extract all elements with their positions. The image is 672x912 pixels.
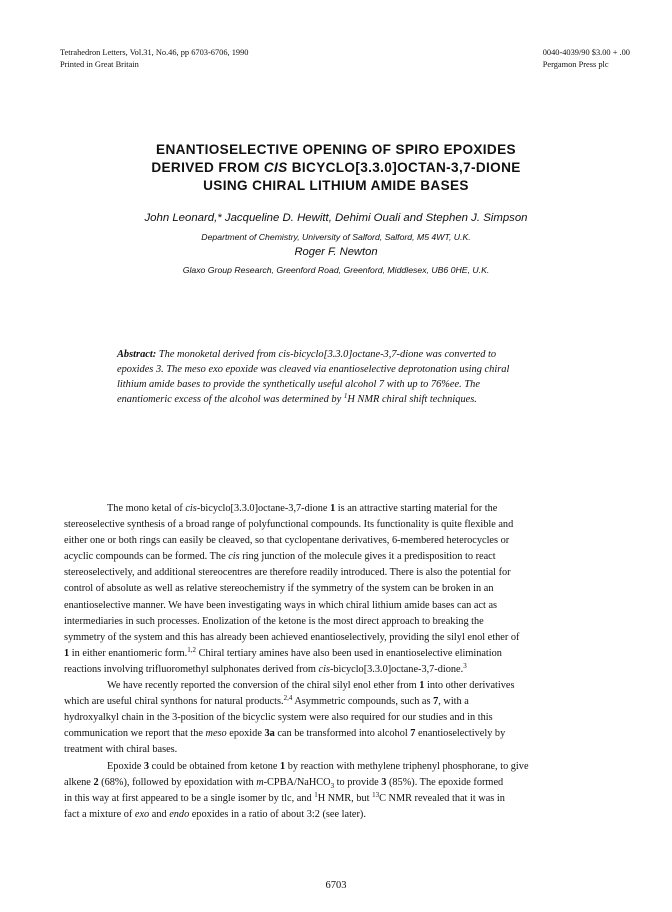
price-code: 0040-4039/90 $3.00 + .00: [542, 48, 630, 57]
running-header-left: [60, 47, 248, 70]
running-header-right: [543, 47, 630, 70]
publisher: Pergamon Press plc: [542, 59, 609, 69]
affiliation-glaxo: Glaxo Group Research, Greenford Road, Greenford, Middlesex, UB6 0HE, U.K.: [182, 265, 490, 275]
paragraph-1: The mono ketal of cis-bicyclo[3.3.0]octane-3,7-dione 1 is an attractive starting material for the stereoselective synthesis of a broad range of polyfunctional compounds. Its functionality is quite flexible and either one or both rings can easily be cleaved, so that cyclopentane derivatives, 6-membered heterocycles or acyclic compounds can be formed. The cis ring junction of the molecule gives it a predisposition to react stereoselectively, and additional stereocentres are therefore readily introduced. There is also the potential for control of absolute as well as relative stereochemistry if the symmetry of the system can be broken in an enantioselective manner. We have been investigating ways in which chiral lithium amide bases can act as intermediaries in such processes. Enolization of the ketone is the most direct approach to breaking the symmetry of the system and this has already been achieved enantioselectively, providing the silyl enol ether of 1 in either enantiomeric form.$^{1,2}$ Chiral tertiary amines have also been used in enantioselective elimination reactions involving trifluoromethyl sulphonates derived from cis-bicyclo[3.3.0]octane-3,7-dione.$^3$: [64, 503, 520, 675]
journal-citation: Tetrahedron Letters, Vol.31, No.46, pp 6703-6706, 1990: [60, 48, 249, 57]
printed-in: Printed in Great Britain: [60, 59, 139, 69]
abstract-line: lithium amide bases to provide the synthetically useful alcohol 7 with up to 76%ee. The: [117, 379, 480, 390]
affiliation-salford: Department of Chemistry, University of Salford, Salford, M5 4WT, U.K.: [201, 232, 471, 242]
author-list: John Leonard,* Jacqueline D. Hewitt, Dehimi Ouali and Stephen J. Simpson: [144, 212, 528, 224]
abstract-label: Abstract:: [117, 349, 157, 360]
abstract: [117, 347, 587, 407]
body-text: [64, 501, 624, 823]
abstract-line: Abstract: The monoketal derived from cis-bicyclo[3.3.0]octane-3,7-dione was converted to: [117, 349, 497, 360]
author-newton: Roger F. Newton: [294, 246, 378, 258]
abstract-line: epoxides 3. The meso exo epoxide was cleaved via enantioselective deprotonation using chiral: [117, 364, 510, 375]
paragraph-2: We have recently reported the conversion of the chiral silyl enol ether from 1 into other derivatives which are useful chiral synthons for natural products.$^{2,4}$ Asymmetric compounds, such as 7, with a hydroxyalkyl chain in the 3-position of the bicyclic system were also required for our studies and in this communication we report that the meso epoxide 3a can be transformed into alcohol 7 enantioselectively by treatment with chiral bases.: [64, 680, 515, 756]
title-line-2: DERIVED FROM CIS BICYCLO[3.3.0]OCTAN-3,7-DIONE: [151, 160, 521, 175]
paper-title: [0, 141, 672, 195]
title-line-3: USING CHIRAL LITHIUM AMIDE BASES: [203, 178, 469, 193]
title-line-1: ENANTIOSELECTIVE OPENING OF SPIRO EPOXIDES: [156, 142, 516, 157]
paragraph-3: Epoxide 3 could be obtained from ketone 1 by reaction with methylene triphenyl phosphorane, to give alkene 2 (68%), followed by epoxidation with m-CPBA/NaHCO$_3$ to provide 3 (85%). The epoxide formed in this way at first appeared to be a single isomer by tlc, and $^1$H NMR, but $^{13}$C NMR revealed that it was in fact a mixture of exo and endo epoxides in a ratio of about 3:2 (see later).: [64, 760, 529, 820]
page-number: 6703: [325, 880, 347, 891]
abstract-line: enantiomeric excess of the alcohol was determined by $^1$H NMR chiral shift techniques.: [117, 392, 477, 405]
